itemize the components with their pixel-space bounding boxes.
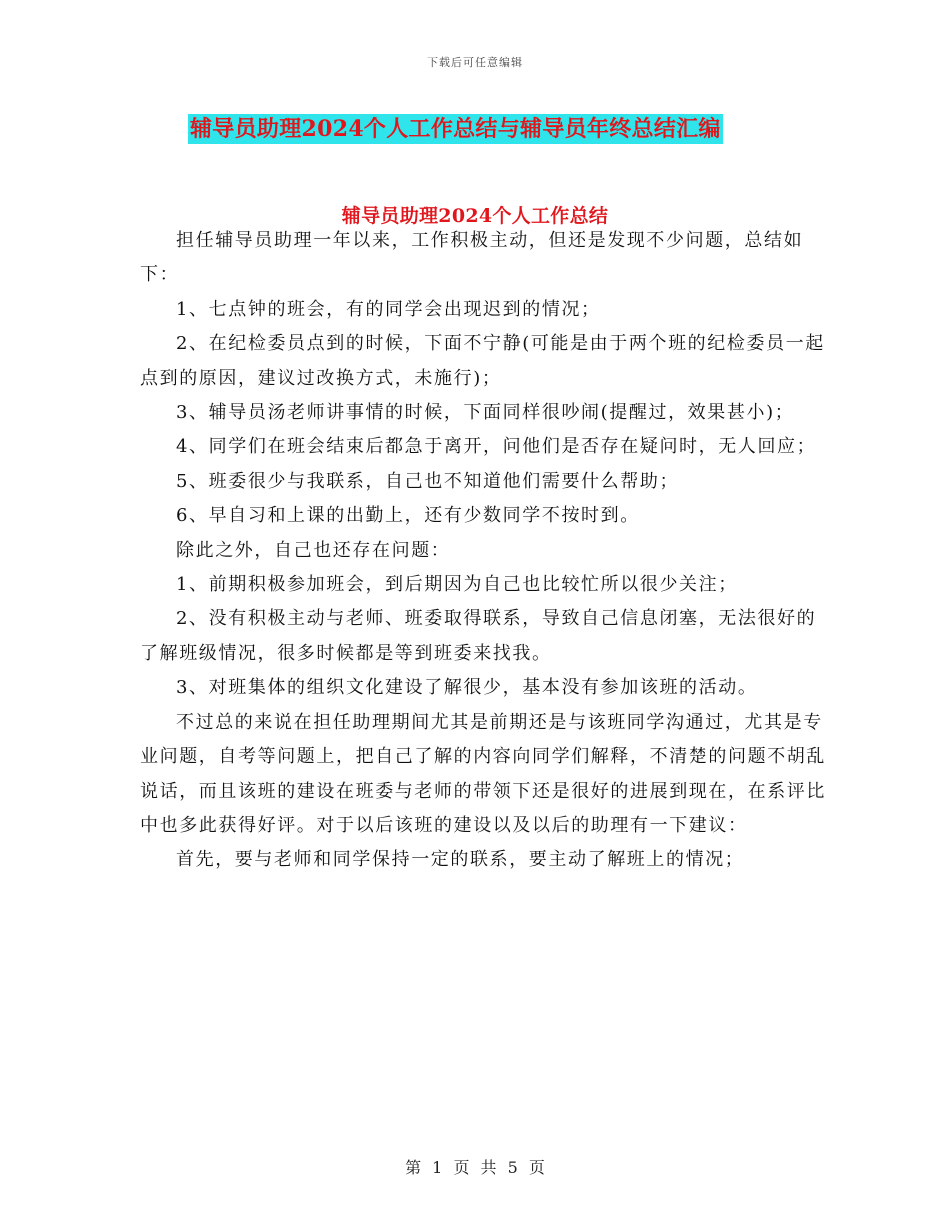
paragraph: 担任辅导员助理一年以来，工作积极主动，但还是发现不少问题，总结如下： <box>140 230 804 286</box>
paragraph: 2、在纪检委员点到的时候，下面不宁静(可能是由于两个班的纪检委员一起点到的原因，建议过改换方式，未施行)； <box>140 333 825 389</box>
document-title: 辅导员助理2024个人工作总结与辅导员年终总结汇编 <box>190 116 721 142</box>
paragraph: 5、班委很少与我联系，自己也不知道他们需要什么帮助； <box>176 470 680 492</box>
paragraph: 6、早自习和上课的出勤上，还有少数同学不按时到。 <box>176 505 640 527</box>
paragraph: 1、七点钟的班会，有的同学会出现迟到的情况； <box>176 298 601 320</box>
document-body <box>140 224 830 878</box>
paragraph: 除此之外，自己也还存在问题： <box>176 539 451 561</box>
paragraph: 3、对班集体的组织文化建设了解很少，基本没有参加该班的活动。 <box>176 677 758 699</box>
page-footer: 第 1 页 共 5 页 <box>405 1158 545 1177</box>
section-title: 辅导员助理2024个人工作总结 <box>341 205 609 227</box>
page-header-note: 下载后可任意编辑 <box>427 56 523 69</box>
paragraph: 不过总的来说在担任助理期间尤其是前期还是与该班同学沟通过，尤其是专业问题，自考等问题上，把自己了解的内容向同学们解释，不清楚的问题不胡乱说话，而且该班的建设在班委与老师的带领下还是很好的进展到现在，在系评比中也多此获得好评。对于以后该班的建设以及以后的助理有一下建议： <box>140 711 826 836</box>
paragraph: 1、前期积极参加班会，到后期因为自己也比较忙所以很少关注； <box>176 574 738 596</box>
paragraph: 4、同学们在班会结束后都急于离开，问他们是否存在疑问时，无人回应； <box>176 436 817 458</box>
paragraph: 2、没有积极主动与老师、班委取得联系，导致自己信息闭塞，无法很好的了解班级情况，很多时候都是等到班委来找我。 <box>140 608 817 664</box>
paragraph: 首先，要与老师和同学保持一定的联系，要主动了解班上的情况； <box>176 849 745 871</box>
paragraph: 3、辅导员汤老师讲事情的时候，下面同样很吵闹(提醒过，效果甚小)； <box>176 402 795 424</box>
